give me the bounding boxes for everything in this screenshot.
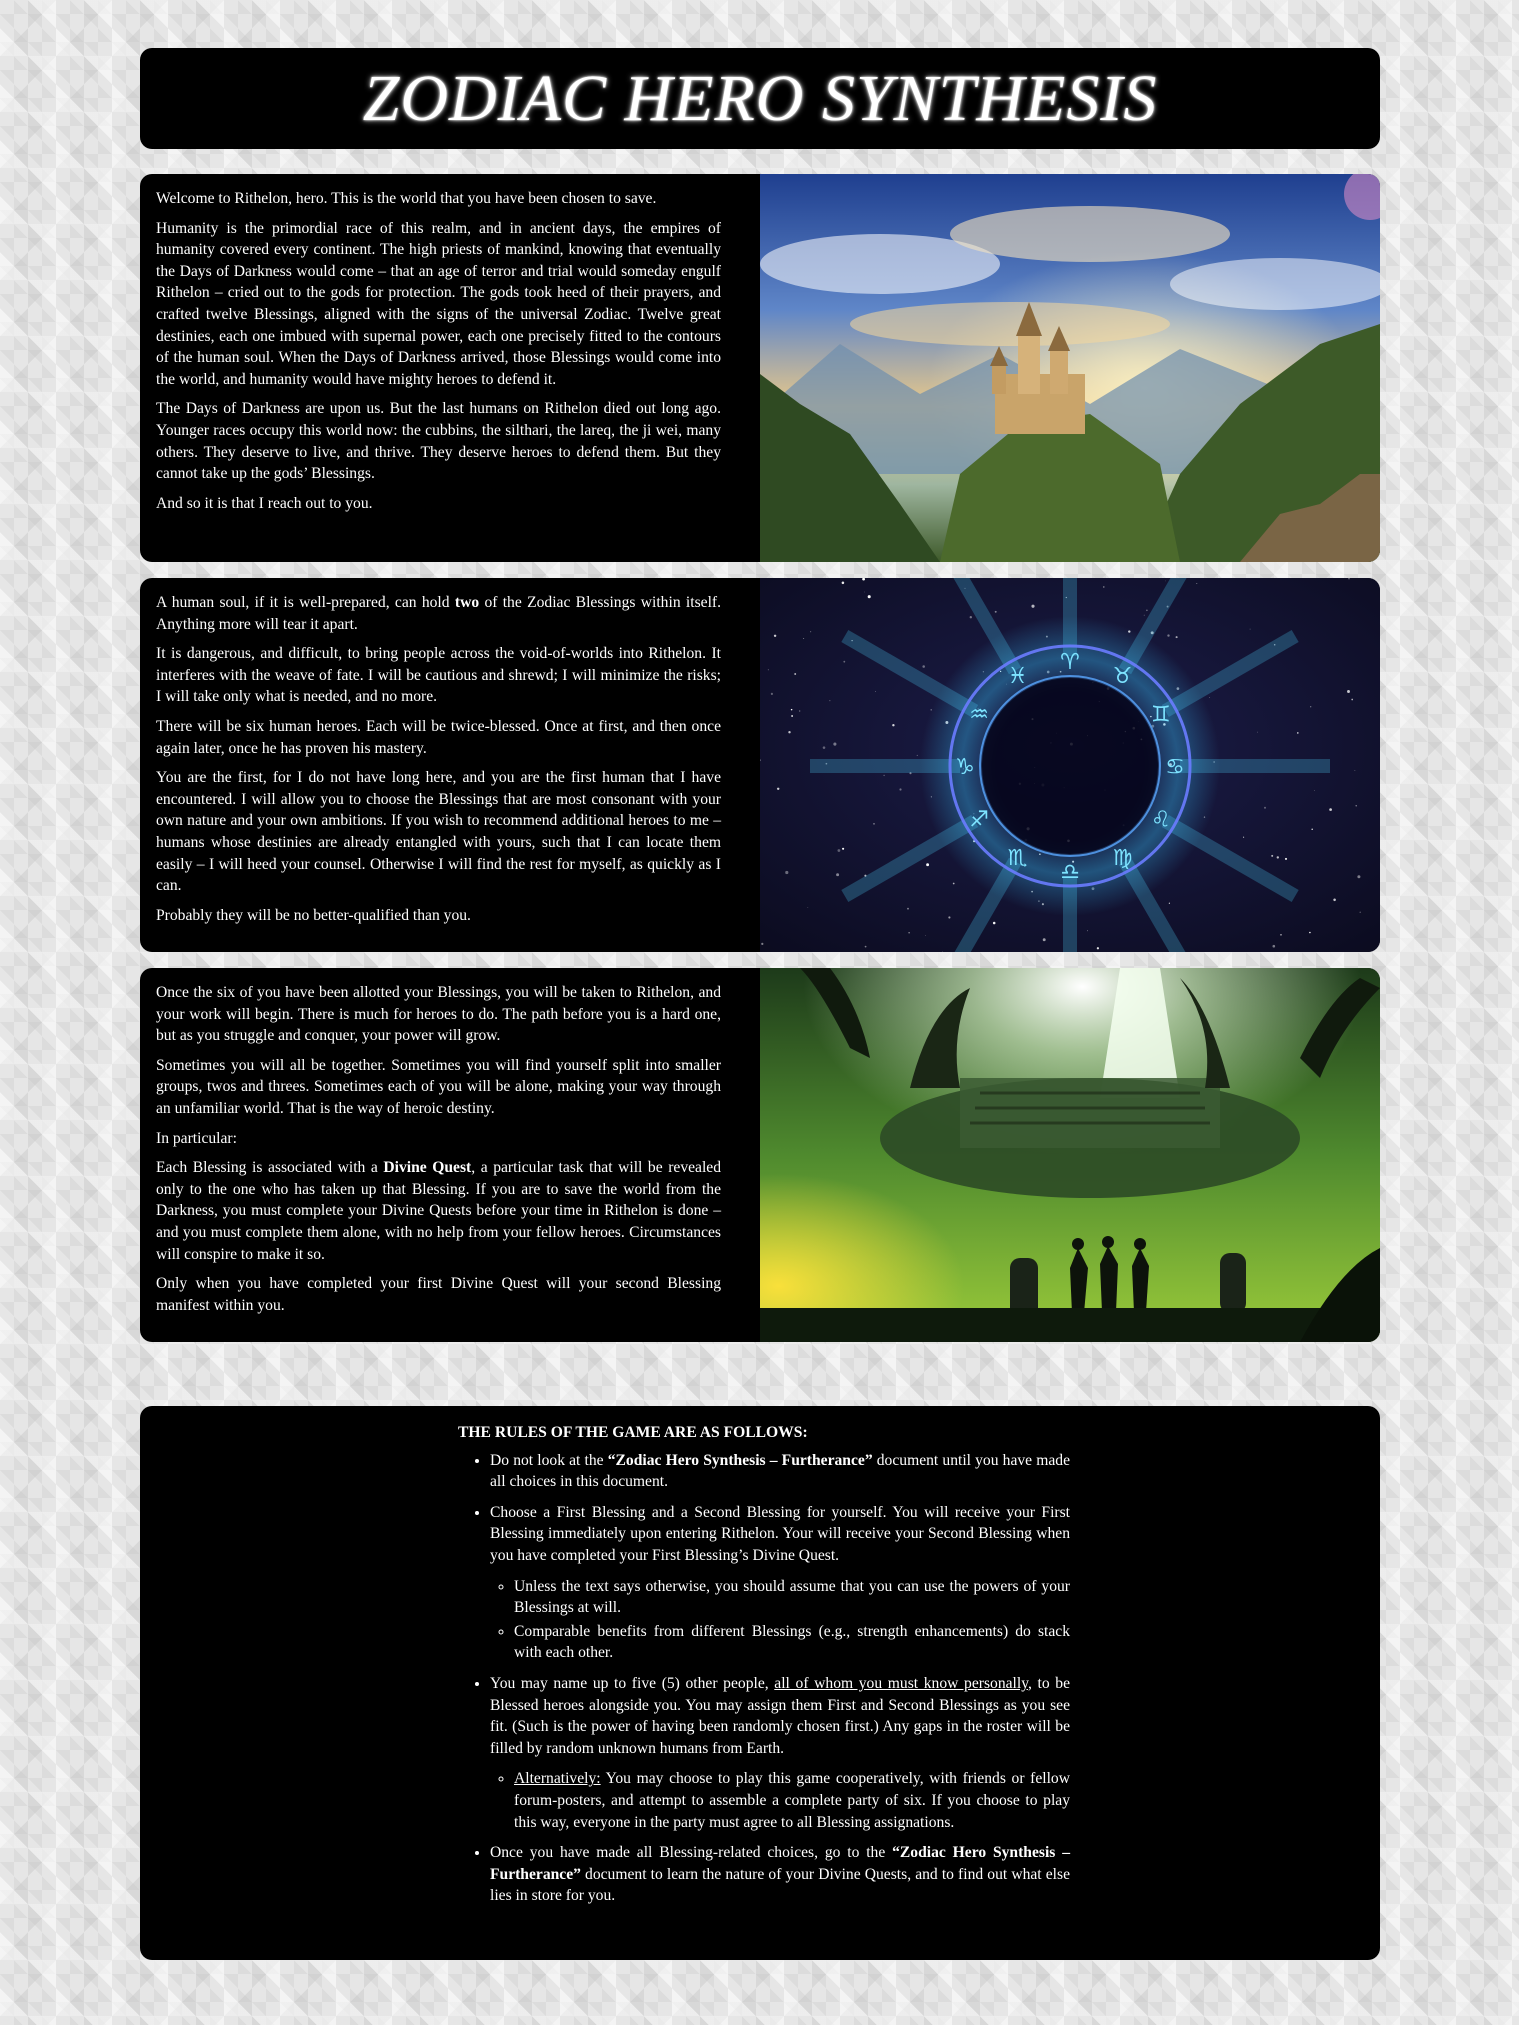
paragraph: And so it is that I reach out to you. xyxy=(156,494,373,512)
star xyxy=(1309,932,1311,934)
star xyxy=(926,863,929,866)
star xyxy=(1144,615,1145,616)
paragraph: The Days of Darkness are upon us. But the last humans on Rithelon died out long ago. Younger races occupy this world now: the cubbins, the silthari, the lareq, the ji wei, many others. They deserve to live, and thrive. They deserve heroes to defend them. But they cannot take up the gods’ Blessings. xyxy=(156,400,721,483)
zodiac-glyph-icon: ♉ xyxy=(1112,664,1133,690)
list-item: • Do not look at the “Zodiac Hero Synthesis – Furtherance” document until you have made all choices in this document. xyxy=(490,1450,1070,1493)
paragraph: In particular: xyxy=(156,1129,237,1147)
list-item: • You may name up to five (5) other people, all of whom you must know personally, to be Blessed heroes alongside you. You may assign them First and Second Blessings as you see fit. (Such is the power of having been randomly chosen first.) Any gaps in the roster will be filled by random unknown humans from Earth. ◦ Alternatively: You may choose to play this game cooperatively, with friends or fellow forum-posters, and attempt to assemble a complete party of six. If you choose to play this way, everyone in the party must agree to all Blessing assignations. xyxy=(490,1673,1070,1833)
zodiac-glyph-icon: ♍ xyxy=(1112,845,1133,871)
rules-content xyxy=(458,1422,1070,1916)
star xyxy=(803,638,804,639)
star xyxy=(1310,706,1311,707)
star xyxy=(1196,583,1197,584)
dark-portal-image xyxy=(760,968,1380,1342)
star xyxy=(1257,732,1258,733)
star xyxy=(1043,938,1046,941)
star xyxy=(1360,912,1361,913)
star xyxy=(1351,699,1353,701)
star xyxy=(1333,899,1336,902)
star xyxy=(883,775,884,776)
star xyxy=(865,946,867,948)
star xyxy=(1314,790,1315,791)
star xyxy=(942,951,943,952)
star xyxy=(953,883,955,885)
star xyxy=(810,631,811,632)
star xyxy=(868,595,871,598)
star xyxy=(970,616,972,618)
paragraph: Sometimes you will all be together. Sometimes you will find yourself split into smaller groups, twos and threes. Sometimes each of you will be alone, making your way through an unfamiliar world. That is the way of heroic destiny. xyxy=(156,1056,721,1117)
zodiac-glyph-icon: ♌ xyxy=(1151,807,1171,833)
star xyxy=(788,731,790,733)
star xyxy=(873,823,874,824)
star xyxy=(1277,856,1279,858)
zodiac-glyph-icon: ♏ xyxy=(1007,845,1028,871)
castle-landscape-image xyxy=(760,174,1380,562)
star xyxy=(1329,808,1332,811)
list-item: • Choose a First Blessing and a Second Blessing for yourself. You will receive your First Blessing immediately upon entering Rithelon. Your will receive your Second Blessing when you have completed your First Blessing’s Divine Quest. ◦ Unless the text says otherwise, you should assume that you can use the powers of your Blessings at will. ◦ Comparable benefits from different Blessings (e.g., strength enhancements) do stack with each other. xyxy=(490,1502,1070,1664)
star xyxy=(1209,697,1210,698)
zodiac-glyph-icon: ♒ xyxy=(969,702,989,728)
zodiac-glyph-icon: ♎ xyxy=(1060,860,1080,885)
star xyxy=(899,788,901,790)
star xyxy=(1347,690,1350,693)
sub-list xyxy=(490,1768,1070,1833)
star xyxy=(791,715,793,717)
star xyxy=(1176,636,1178,638)
star xyxy=(843,661,845,663)
star xyxy=(1355,770,1356,771)
sub-list xyxy=(490,1576,1070,1664)
rules-list xyxy=(458,1450,1070,1907)
star xyxy=(1273,945,1276,948)
star xyxy=(1264,807,1266,809)
rules-heading: THE RULES OF THE GAME ARE AS FOLLOWS: xyxy=(458,1424,808,1441)
sub-list-item: ◦ Unless the text says otherwise, you should assume that you can use the powers of your Blessings at will. xyxy=(514,1576,1070,1619)
star xyxy=(768,669,769,670)
star xyxy=(833,743,836,746)
quest-card xyxy=(140,968,1380,1342)
zodiac-glyph-icon: ♓ xyxy=(1007,664,1028,690)
paragraph: Probably they will be no better-qualified than you. xyxy=(156,906,471,924)
list-item: • Once you have made all Blessing-related choices, go to the “Zodiac Hero Synthesis – Furtherance” document to learn the nature of your Divine Quests, and to find out what else lies in store for you. xyxy=(490,1842,1070,1907)
star xyxy=(948,916,950,918)
star xyxy=(842,582,845,585)
star xyxy=(995,611,997,613)
star xyxy=(761,943,763,945)
star xyxy=(1250,629,1251,630)
zodiac-glyph-icon: ♈ xyxy=(1060,650,1080,675)
star xyxy=(794,673,796,675)
star xyxy=(842,848,844,850)
star xyxy=(1169,903,1170,904)
star xyxy=(1087,930,1088,931)
intro-card xyxy=(140,174,1380,562)
star xyxy=(837,849,840,852)
star xyxy=(1311,829,1313,831)
paragraph: Only when you have completed your first Divine Quest will your second Blessing manifest within you. xyxy=(156,1275,721,1314)
blessings-text xyxy=(140,578,736,952)
star xyxy=(1031,605,1034,608)
paragraph: You are the first, for I do not have long here, and you are the first human that I have encountered. I will allow you to choose the Blessings that are most consonant with your own nature and your own ambitions. If you wish to recommend additional heroes to me – humans whose destinies are already entangled with yours, such that I can locate them easily – I will heed your counsel. Otherwise I will find the rest for myself, as quickly as I can. xyxy=(156,769,721,895)
star xyxy=(785,871,788,874)
intro-text xyxy=(140,174,736,562)
star xyxy=(777,788,779,790)
zodiac-glyph-icon: ♑ xyxy=(955,755,975,780)
star xyxy=(823,746,826,749)
paragraph: There will be six human heroes. Each will be twice-blessed. Once at first, and then once again later, once he has proven his mastery. xyxy=(156,717,721,757)
star xyxy=(836,873,839,876)
star xyxy=(1167,634,1169,636)
star xyxy=(925,935,926,936)
star xyxy=(908,932,909,933)
star xyxy=(1280,934,1282,936)
star xyxy=(829,700,830,701)
star xyxy=(1103,586,1104,587)
paragraph: A human soul, if it is well-prepared, can hold two of the Zodiac Blessings within itself. Anything more will tear it apart. xyxy=(156,594,721,633)
paragraph: Welcome to Rithelon, hero. This is the world that you have been chosen to save. xyxy=(156,190,657,207)
star xyxy=(907,908,909,910)
star xyxy=(993,922,996,925)
star xyxy=(1097,947,1099,949)
paragraph: Humanity is the primordial race of this realm, and in ancient days, the empires of humanity covered every continent. The high priests of mankind, knowing that eventually the Days of Darkness would come – that an age of terror and trial would someday engulf Rithelon – cried out to the gods for protection. The gods took heed of their prayers, and crafted twelve Blessings, aligned with the signs of the universal Zodiac. Twelve great destinies, each one imbued with supernal power, each one precisely fitted to the contours of the human soul. When the Days of Darkness arrived, those Blessings would come into the world, and humanity would have mighty heroes to defend it. xyxy=(156,219,721,388)
zodiac-wheel-image xyxy=(760,578,1380,952)
paragraph: It is dangerous, and difficult, to bring people across the void-of-worlds into Rithelon. It interferes with the weave of fate. I will be cautious and shrewd; I will minimize the risks; I will take only what is needed, and no more. xyxy=(156,645,721,706)
rules-panel xyxy=(140,1406,1380,1960)
paragraph: Each Blessing is associated with a Divine Quest, a particular task that will be revealed only to the one who has taken up that Blessing. If you are to save the world from the Darkness, you must complete your Divine Quests before your time in Rithelon is done – and you must complete them alone, with no help from your fellow heroes. Circumstances will conspire to make it so. xyxy=(156,1159,722,1263)
star xyxy=(1165,581,1166,582)
star xyxy=(1297,732,1299,734)
zodiac-glyph-icon: ♐ xyxy=(969,807,989,833)
star xyxy=(807,907,808,908)
star xyxy=(774,635,776,637)
blessings-card xyxy=(140,578,1380,952)
star xyxy=(1271,855,1273,857)
star xyxy=(917,755,918,756)
star xyxy=(875,691,876,692)
paragraph: Once the six of you have been allotted your Blessings, you will be taken to Rithelon, and your work will begin. There is much for heroes to do. The path before you is a hard one, but as you struggle and conquer, your power will grow. xyxy=(156,984,721,1045)
sub-list-item: ◦ Comparable benefits from different Blessings (e.g., strength enhancements) do stack with each other. xyxy=(514,1621,1070,1664)
star xyxy=(922,665,925,668)
star xyxy=(799,710,800,711)
star xyxy=(1357,875,1360,878)
star xyxy=(1348,578,1349,579)
zodiac-glyph-icon: ♊ xyxy=(1151,702,1171,728)
star xyxy=(1355,805,1356,806)
star xyxy=(771,693,773,695)
star xyxy=(1243,837,1244,838)
page-title: ZODIAC HERO SYNTHESIS xyxy=(362,61,1158,135)
sub-list-item: ◦ Alternatively: You may choose to play this game cooperatively, with friends or fellow forum-posters, and attempt to assemble a complete party of six. If you choose to play this way, everyone in the party must agree to all Blessing assignations. xyxy=(514,1768,1070,1833)
star xyxy=(1146,609,1148,611)
star xyxy=(791,709,793,711)
title-banner xyxy=(140,48,1380,149)
star xyxy=(864,592,865,593)
quest-text xyxy=(140,968,736,1342)
star xyxy=(1285,858,1287,860)
zodiac-glyph-icon: ♋ xyxy=(1165,755,1185,780)
star xyxy=(892,724,894,726)
